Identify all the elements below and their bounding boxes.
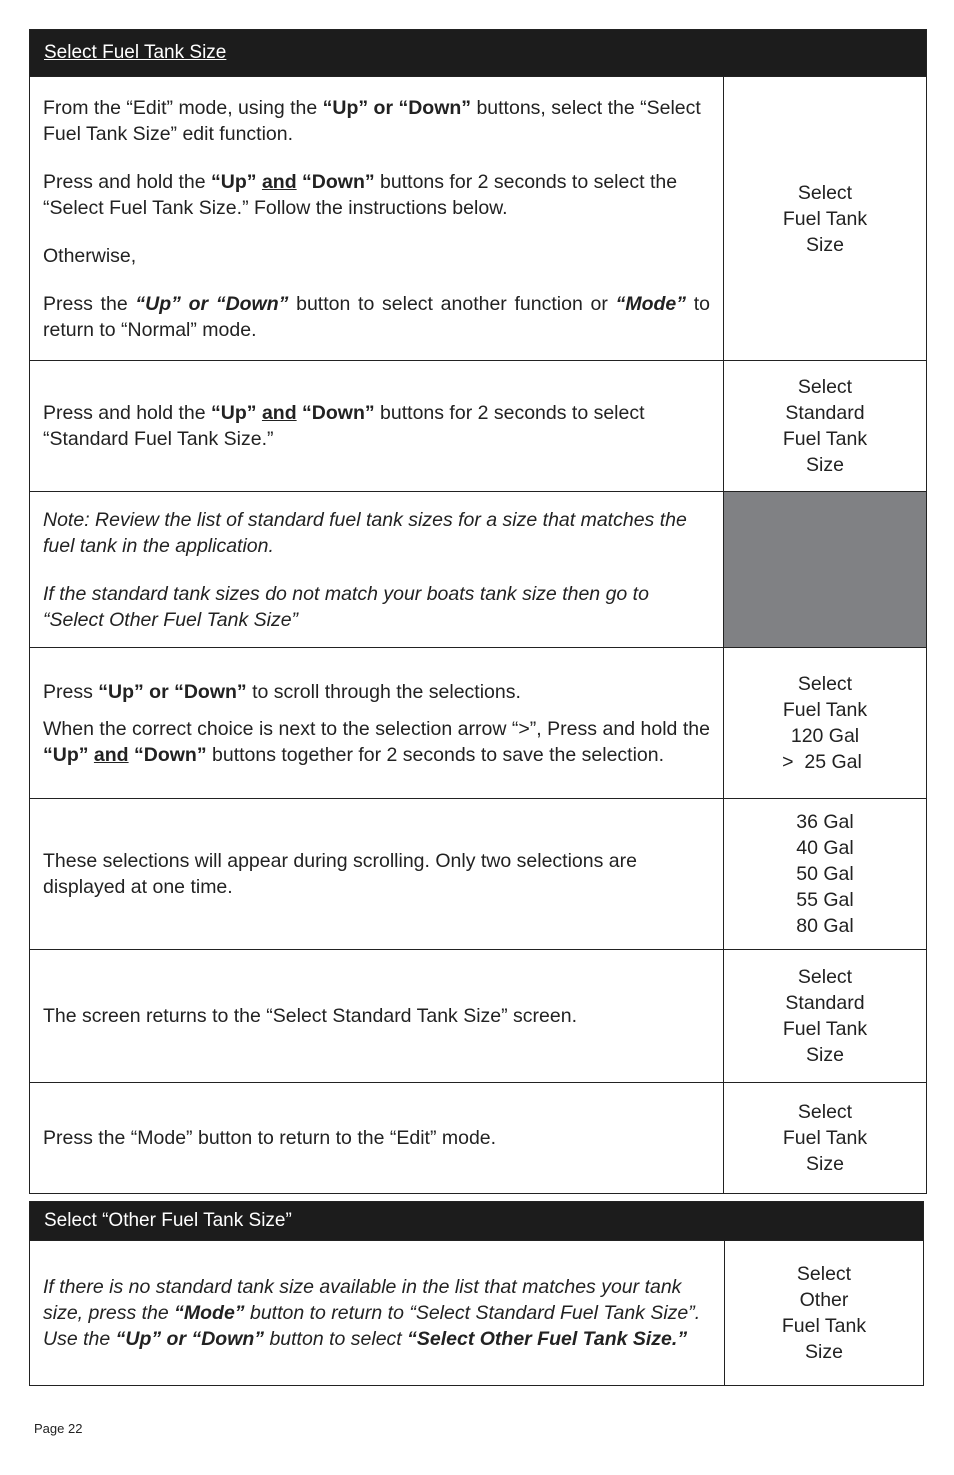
paragraph: Press the “Mode” button to return to the “Edit” mode.: [43, 1127, 497, 1149]
instruction-text: [30, 77, 724, 360]
display-screen-text: Select Other Fuel Tank Size: [781, 1263, 867, 1363]
note-row: [30, 491, 926, 647]
paragraph: These selections will appear during scrolling. Only two selections are displayed at one time.: [43, 850, 637, 898]
note-text: [30, 492, 724, 647]
paragraph: When the correct choice is next to the selection arrow “>”, Press and hold the “Up” and “Down” buttons together for 2 seconds to save the selection.: [43, 717, 710, 766]
paragraph: Otherwise,: [43, 244, 137, 267]
tank-size-option: 80 Gal: [796, 915, 854, 937]
instruction-text: [30, 361, 724, 491]
instruction-row: [30, 949, 926, 1082]
paragraph: Press “Up” or “Down” to scroll through the selections.: [43, 680, 521, 703]
display-screen-text: Select Standard Fuel Tank Size: [782, 966, 868, 1066]
paragraph: If there is no standard tank size available in the list that matches your tank size, press the “Mode” button to return to “Select Standard Fuel Tank Size”. Use the “Up” or “Down” button to select “Select Other Fuel Tank Size.”: [43, 1276, 701, 1350]
other-fuel-tank-size-table: [29, 1201, 924, 1386]
section-title: Select Fuel Tank Size: [44, 42, 227, 63]
gray-placeholder-cell: [724, 492, 926, 647]
display-screen-text: Select Fuel Tank 120 Gal > 25 Gal: [782, 673, 868, 773]
tank-size-option: 36 Gal: [796, 811, 854, 833]
instruction-text: [30, 1241, 725, 1385]
section-title: Select “Other Fuel Tank Size”: [44, 1210, 292, 1231]
paragraph: Press the “Up” or “Down” button to select another function or “Mode” to return to “Normal” mode.: [43, 292, 710, 341]
paragraph: Press and hold the “Up” and “Down” buttons for 2 seconds to select “Standard Fuel Tank Size.”: [43, 402, 645, 450]
section-header: [30, 1202, 923, 1240]
section-header: [30, 30, 926, 76]
paragraph: The screen returns to the “Select Standard Tank Size” screen.: [43, 1005, 577, 1027]
instruction-row: [30, 798, 926, 949]
instruction-text: [30, 648, 724, 798]
page-number: Page 22: [34, 1421, 83, 1436]
display-screen-text: Select Fuel Tank Size: [782, 1101, 868, 1175]
tank-size-option: 40 Gal: [796, 837, 854, 859]
display-screen-text: Select Fuel Tank Size: [782, 181, 868, 256]
tank-size-list: [724, 799, 926, 949]
paragraph: From the “Edit” mode, using the “Up” or “Down” buttons, select the “Select Fuel Tank Size” edit function.: [43, 96, 701, 145]
paragraph: Press and hold the “Up” and “Down” buttons for 2 seconds to select the “Select Fuel Tank Size.” Follow the instructions below.: [43, 170, 678, 219]
instruction-row: [30, 1082, 926, 1193]
instruction-row: [30, 647, 926, 798]
paragraph: Note: Review the list of standard fuel tank sizes for a size that matches the fuel tank in the application.: [43, 508, 687, 557]
instruction-text: [30, 799, 724, 949]
tank-size-option: 50 Gal: [796, 863, 854, 885]
tank-size-option: 55 Gal: [796, 889, 854, 911]
instruction-row: [30, 1240, 923, 1385]
instruction-text: [30, 950, 724, 1082]
display-screen-text: Select Standard Fuel Tank Size: [782, 376, 868, 476]
instruction-row: [30, 76, 926, 360]
paragraph: If the standard tank sizes do not match your boats tank size then go to “Select Other Fuel Tank Size”: [43, 582, 649, 631]
instruction-text: [30, 1083, 724, 1193]
fuel-tank-size-table: [29, 29, 927, 1194]
instruction-row: [30, 360, 926, 491]
